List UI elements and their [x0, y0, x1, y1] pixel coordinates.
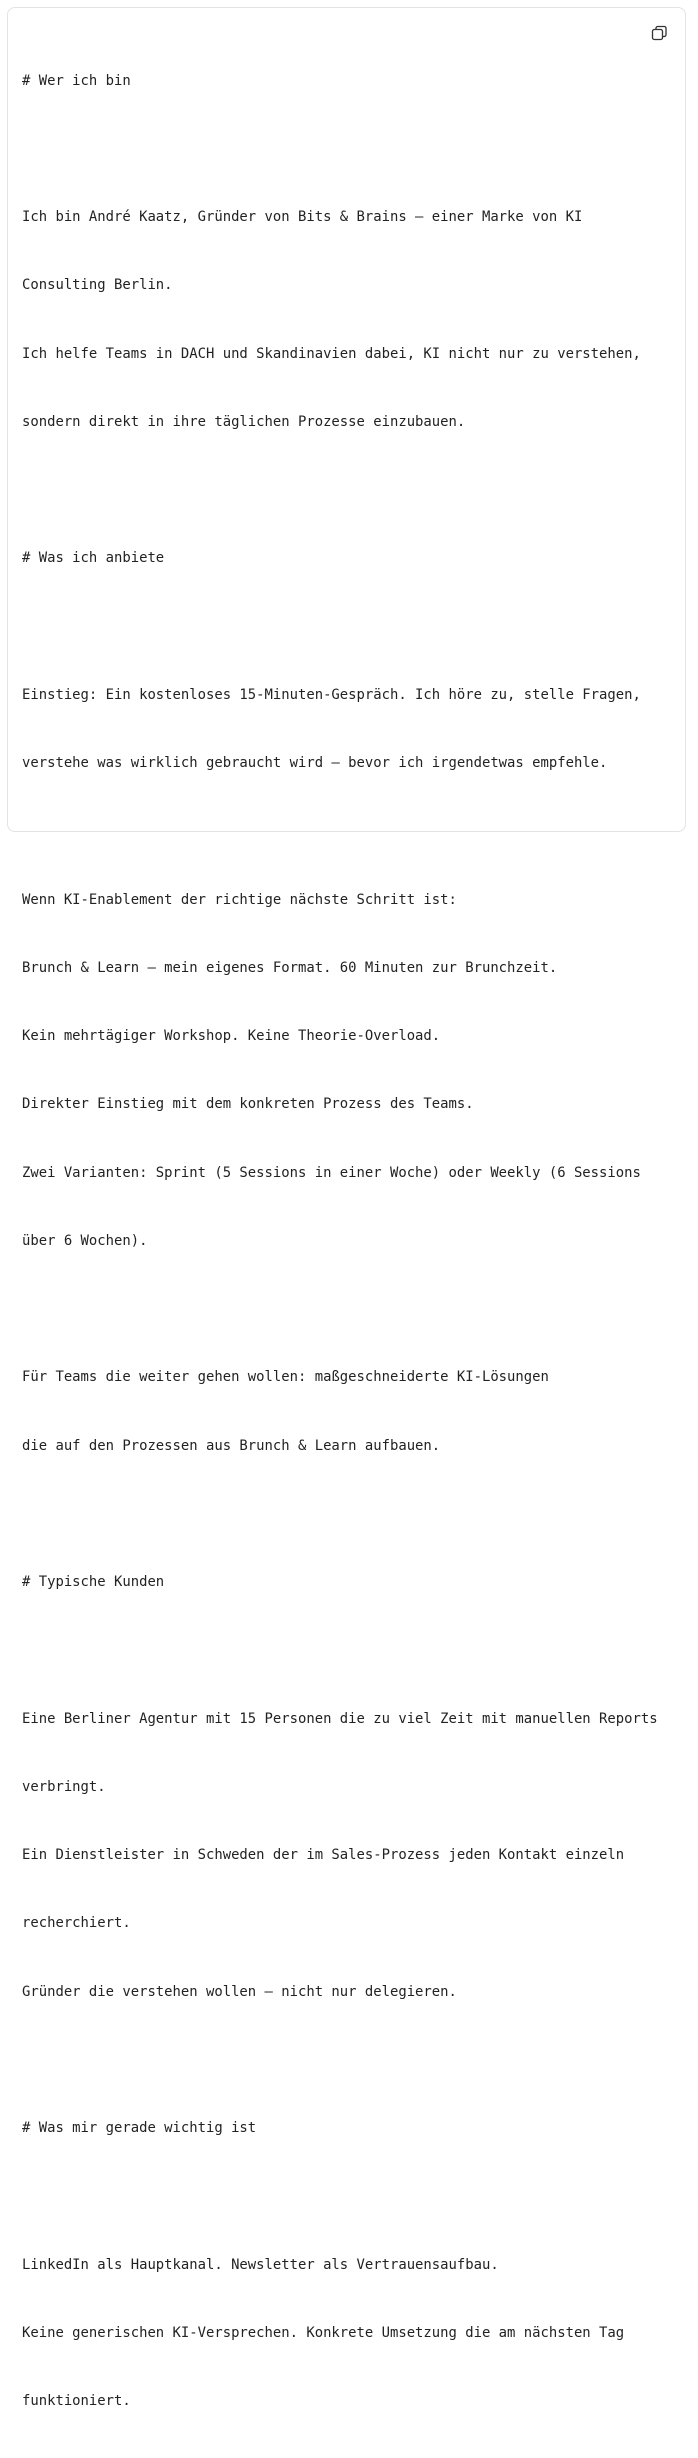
blank-line [22, 1503, 657, 1526]
text-line: Kein mehrtägiger Workshop. Keine Theorie-Overload. [22, 1028, 441, 1044]
text-line: verbringt. [22, 1778, 106, 1795]
text-line: Zwei Varianten: Sprint (5 Sessions in einer Woche) oder Weekly (6 Sessions [22, 1164, 641, 1181]
heading-line: # Typische Kunden [22, 1574, 165, 1590]
text-line: Ich helfe Teams in DACH und Skandinavien dabei, KI nicht nur zu verstehen, [22, 345, 641, 362]
blank-line [22, 1298, 657, 1321]
text-line: funktioniert. [22, 2393, 131, 2409]
text-line: Keine generischen KI-Versprechen. Konkrete Umsetzung die am nächsten Tag [22, 2324, 625, 2341]
blank-line [22, 616, 657, 639]
text-line: Ich bin André Kaatz, Gründer von Bits & Brains — einer Marke von KI [22, 209, 583, 225]
code-content [22, 24, 657, 2458]
text-line: Gründer die verstehen wollen — nicht nur delegieren. [22, 1983, 457, 2000]
blank-line [22, 2049, 657, 2072]
code-block [7, 7, 686, 2409]
text-line: LinkedIn als Hauptkanal. Newsletter als Vertrauensaufbau. [22, 2256, 499, 2273]
text-line: Wenn KI-Enablement der richtige nächste Schritt ist: [22, 891, 457, 908]
text-line: Brunch & Learn — mein eigenes Format. 60 Minuten zur Brunchzeit. [22, 959, 558, 976]
heading-line: # Wer ich bin [22, 72, 131, 89]
text-line: Ein Dienstleister in Schweden der im Sales-Prozess jeden Kontakt einzeln [22, 1847, 625, 1863]
blank-line [22, 1639, 657, 1662]
text-line: recherchiert. [22, 1915, 131, 1932]
text-line: sondern direkt in ihre täglichen Prozesse einzubauen. [22, 413, 466, 430]
heading-line: # Was ich anbiete [22, 550, 165, 567]
text-line: Für Teams die weiter gehen wollen: maßgeschneiderte KI-Lösungen [22, 1369, 549, 1386]
text-line: über 6 Wochen). [22, 1232, 148, 1249]
blank-line [22, 479, 657, 502]
blank-line [22, 820, 657, 843]
text-line: Eine Berliner Agentur mit 15 Personen die zu viel Zeit mit manuellen Reports [22, 1710, 658, 1727]
blank-line [22, 138, 657, 161]
text-line: die auf den Prozessen aus Brunch & Learn aufbauen. [22, 1437, 441, 1454]
heading-line: # Was mir gerade wichtig ist [22, 2120, 257, 2136]
text-line: verstehe was wirklich gebraucht wird — bevor ich irgendetwas empfehle. [22, 755, 608, 771]
blank-line [22, 2185, 657, 2208]
text-line: Direkter Einstieg mit dem konkreten Prozess des Teams. [22, 1096, 474, 1113]
text-line: Consulting Berlin. [22, 277, 173, 294]
text-line: Einstieg: Ein kostenloses 15-Minuten-Gespräch. Ich höre zu, stelle Fragen, [22, 686, 641, 703]
